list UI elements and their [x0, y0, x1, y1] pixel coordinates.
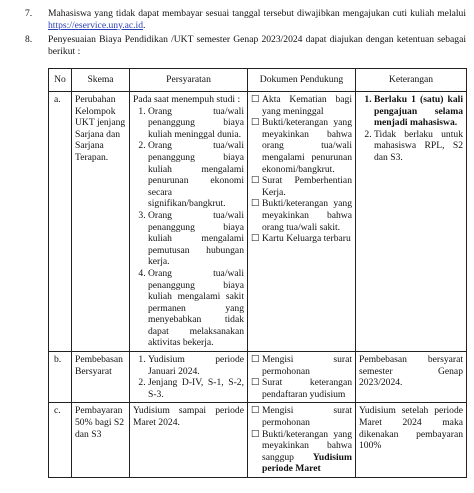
- dokumen-text: Bukti/keterangan yang meyakinkan bahwa sanggup: [262, 428, 352, 463]
- list-item: 2. Jenjang D-IV, S-1, S-2, S-3.: [148, 377, 244, 400]
- paragraph-number: 7.: [25, 8, 33, 19]
- persyaratan-intro: Pada saat menempuh studi :: [133, 94, 241, 105]
- paragraph-text: [48, 8, 466, 31]
- list-item: 3. Orang tua/wali penanggung biaya kuliah mengalami pemutusan hubungan kerja.: [148, 210, 244, 268]
- list-item: [251, 429, 352, 475]
- list-item: 1. Yudisium periode Januari 2024.: [148, 354, 244, 377]
- header-no: No: [49, 69, 72, 92]
- dokumen-text: Mengisi surat permohonan: [262, 354, 352, 377]
- table-row: [49, 352, 467, 403]
- list-item: 2. Orang tua/wali penanggung biaya kuliah mengalami penurunan ekonomi secara signifikan/bangkrut.: [148, 140, 244, 210]
- row-skema: Pembebasan Bersyarat: [72, 352, 130, 403]
- keterangan-list: [359, 94, 463, 164]
- checkbox-icon: ☐: [251, 117, 260, 129]
- header-persyaratan: Persyaratan: [130, 69, 248, 92]
- checkbox-icon: ☐: [251, 94, 260, 105]
- checkbox-icon: ☐: [251, 377, 260, 389]
- list-item: 4. Orang tua/wali penanggung biaya kuliah mengalami sakit permanen yang menyebabkan tidak dapat melaksanakan aktivitas bekerja.: [148, 268, 244, 349]
- row-keterangan: Pembebasan bersyarat semester Genap 2023/2024.: [356, 352, 467, 403]
- row-dokumen: [248, 92, 356, 352]
- row-dokumen: [248, 352, 356, 403]
- row-number: c.: [49, 403, 72, 478]
- list-item: [251, 175, 352, 198]
- list-item: [251, 117, 352, 175]
- dokumen-text: Kartu Keluarga terbaru: [262, 233, 351, 245]
- row-persyaratan: [130, 92, 248, 352]
- list-item: [251, 233, 352, 245]
- paragraph-text-after-link: .: [143, 19, 146, 31]
- row-number: a.: [49, 92, 72, 352]
- row-skema: Perubahan Kelompok UKT jenjang Sarjana dan Sarjana Terapan.: [72, 92, 130, 352]
- dokumen-text: Mengisi surat permohonan: [262, 405, 352, 429]
- dokumen-text: Bukti/keterangan yang meyakinkan bahwa orang tua/wali mengalami penurunan ekonomi/bangkrut.: [262, 117, 352, 175]
- dokumen-text: Akta Kematian bagi yang meninggal: [262, 94, 352, 117]
- list-item: [251, 198, 352, 233]
- list-item: [251, 94, 352, 117]
- header-skema: Skema: [72, 69, 130, 92]
- list-item: 1. Berlaku 1 (satu) kali pengajuan selama menjadi mahasiswa.: [374, 94, 463, 129]
- checkbox-icon: ☐: [251, 233, 260, 245]
- table-header-row: [49, 69, 467, 92]
- checkbox-icon: ☐: [251, 428, 260, 440]
- dokumen-list: [251, 94, 352, 245]
- checkbox-icon: ☐: [251, 405, 260, 417]
- adjustment-table: [48, 68, 467, 478]
- list-item: 1. Orang tua/wali penanggung biaya kuliah meninggal dunia.: [148, 106, 244, 141]
- row-number: b.: [49, 352, 72, 403]
- dokumen-list: [251, 405, 352, 475]
- paragraph-text: Penyesuaian Biaya Pendidikan /UKT semester Genap 2023/2024 dapat diajukan dengan ketentuan sebagai berikut :: [48, 34, 466, 57]
- eservice-link[interactable]: https://eservice.uny.ac.id: [48, 19, 144, 31]
- table-row: [49, 403, 467, 478]
- row-skema: Pembayaran 50% bagi S2 dan S3: [72, 403, 130, 478]
- checkbox-icon: ☐: [251, 354, 260, 366]
- header-keterangan: Keterangan: [356, 69, 467, 92]
- checkbox-icon: ☐: [251, 175, 260, 187]
- dokumen-text: Surat keterangan pendaftaran yudisium: [262, 377, 352, 400]
- dokumen-text: Bukti/keterangan yang meyakinkan bahwa orang tua/wali sakit.: [262, 198, 352, 233]
- row-keterangan: Yudisium setelah periode Maret 2024 maka dikenakan pembayaran 100%: [356, 403, 467, 478]
- header-dokumen: Dokumen Pendukung: [248, 69, 356, 92]
- persyaratan-list: [133, 354, 244, 400]
- row-persyaratan: [130, 352, 248, 403]
- list-item: [251, 405, 352, 428]
- dokumen-text: Surat Pemberhentian Kerja.: [262, 175, 352, 198]
- dokumen-bold-text: Yudisium periode Maret: [262, 451, 352, 475]
- list-item: 2. Tidak berlaku untuk mahasiswa RPL, S2 dan S3.: [374, 129, 463, 164]
- dokumen-list: [251, 354, 352, 400]
- list-item: [251, 377, 352, 400]
- paragraph-number: 8.: [25, 34, 33, 45]
- row-dokumen: [248, 403, 356, 478]
- checkbox-icon: ☐: [251, 198, 260, 210]
- table-row: [49, 92, 467, 352]
- paragraph-text-before-link: Mahasiswa yang tidak dapat membayar sesuai tanggal tersebut diwajibkan mengajukan cuti kuliah melalui: [48, 8, 466, 19]
- row-persyaratan: Yudisium sampai periode Maret 2024.: [130, 403, 248, 478]
- persyaratan-list: [133, 106, 244, 349]
- row-keterangan: [356, 92, 467, 352]
- list-item: [251, 354, 352, 377]
